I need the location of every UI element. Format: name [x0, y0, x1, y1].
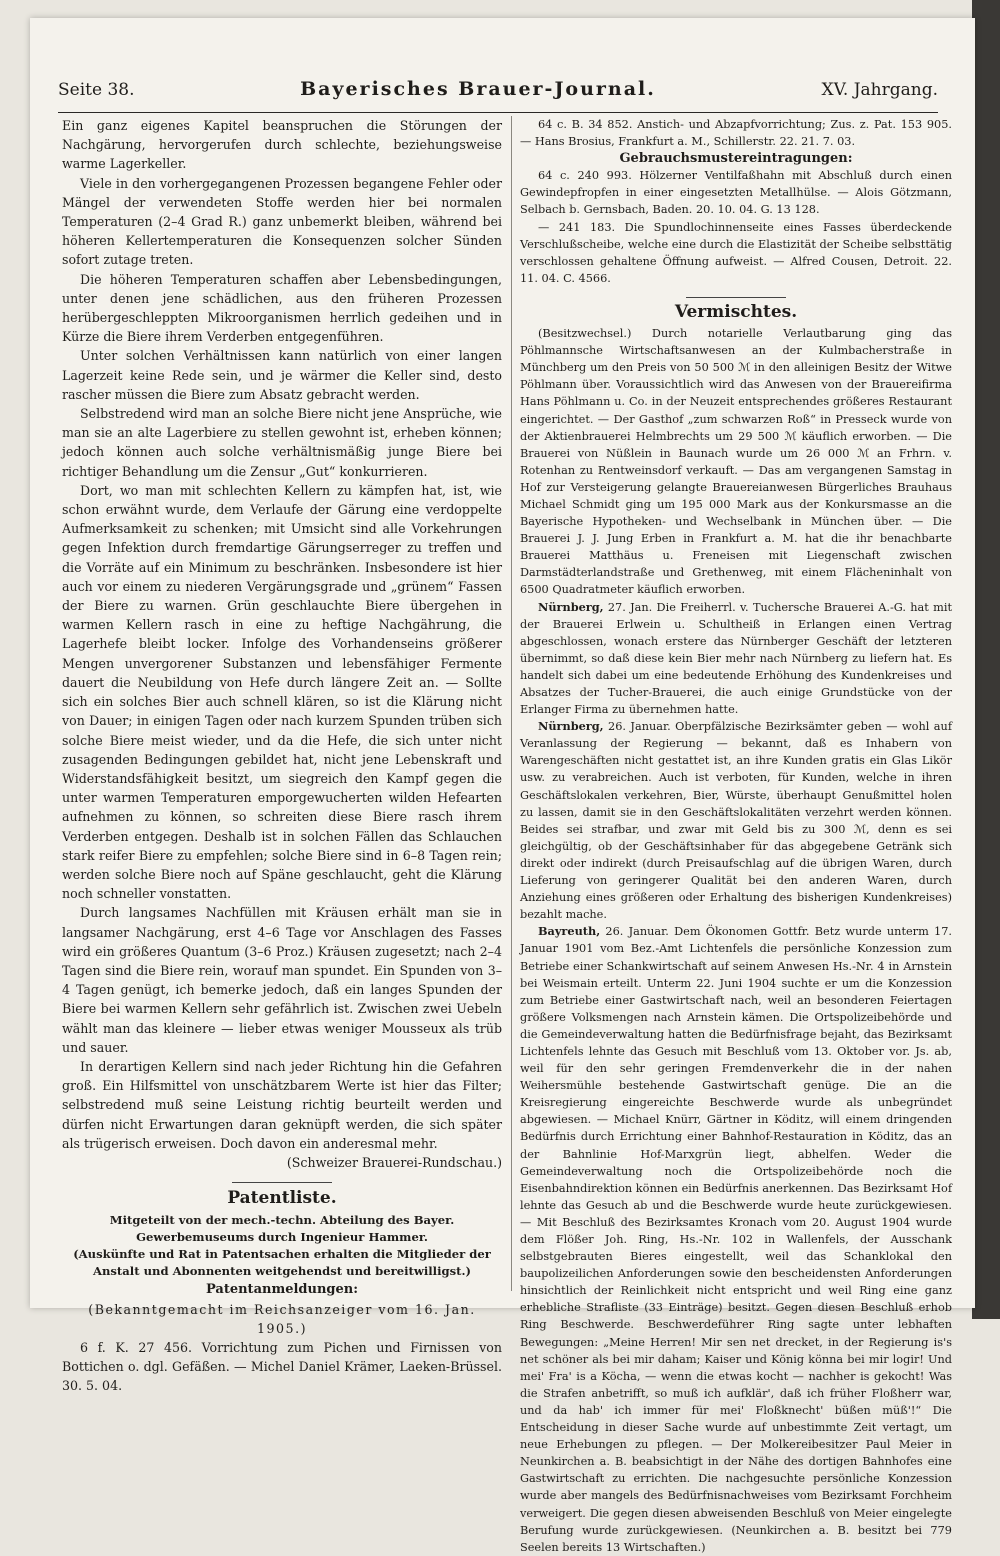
patent-note: (Auskünfte und Rat in Patentsachen erhalten die Mitglieder der Anstalt und Abonnenten weitgehendst und bereitwilligst.)	[73, 1247, 491, 1279]
column-divider	[511, 116, 512, 1291]
left-column	[62, 116, 502, 1396]
paragraph: Durch langsames Nachfüllen mit Kräusen erhält man sie in langsamer Nachgärung, erst 4–6 Tage vor Anschlagen des Fasses wird ein größeres Quantum (3–6 Proz.) Kräusen zugesetzt; nach 2–4 Tagen sind die Biere rein, worauf man spundet. Ein Spunden von 3–4 Tagen genügt, ich bemerke jedoch, daß ein langes Spunden der Biere bei warmen Kellern sehr gefährlich ist. Zwischen zwei Uebeln wählt man das kleinere — lieber etwas weniger Mousseux als trüb und sauer.	[62, 905, 502, 1055]
section-rule	[686, 297, 786, 298]
scan-edge	[972, 0, 1000, 1319]
news-text: 27. Jan. Die Freiherrl. v. Tuchersche Brauerei A.-G. hat mit der Brauerei Erlwein u. Schultheiß in Erlangen einen Vertrag abgeschlossen, wonach erstere das Nürnberger Geschäft der letzteren übernimmt, so daß diese kein Bier mehr nach Nürnberg zu liefern hat. Es handelt sich dabei um eine bedeutende Erhöhung des Kundenkreises und Absatzes der Tucher-Brauerei, die auch einige Grundstücke von der Erlanger Firma zu übernehmen hatte.	[520, 600, 952, 717]
dateline: Bayreuth,	[538, 924, 601, 939]
news-item	[520, 599, 952, 719]
miscellaneous-title: Vermischtes.	[674, 301, 798, 322]
announcement-note: (Bekanntgemacht im Reichsanzeiger vom 16. Jan. 1905.)	[88, 1301, 476, 1336]
patent-entry: 64 c. 240 993. Hölzerner Ventilfaßhahn mit Abschluß durch einen Gewindepfropfen in einer eingesetzten Metallhülse. — Alois Götzmann, Selbach b. Gernsbach, Baden. 20. 10. 04. G. 13 128.	[520, 169, 952, 217]
volume-label: XV. Jahrgang.	[821, 80, 938, 100]
paragraph: Die höheren Temperaturen schaffen aber Lebensbedingungen, unter denen jene schädlichen, aus den früheren Prozessen herübergeschleppten Mikroorganismen herrlich gedeihen und in Kürze die Biere ihrem Verderben entgegenführen.	[62, 271, 502, 345]
paragraph: Viele in den vorhergegangenen Prozessen begangene Fehler oder Mängel der verwendeten Stoffe werden hier bei normalen Temperaturen (2–4 Grad R.) ganz unbemerkt bleiben, während bei höheren Kellertemperaturen die Konsequenzen solcher Sünden sofort zutage treten.	[62, 175, 502, 268]
paragraph: In derartigen Kellern sind nach jeder Richtung hin die Gefahren groß. Ein Hilfsmittel von unschätzbarem Werte ist hier das Filter; selbstredend muß seine Leistung richtig beurteilt werden und dürfen nicht Erwartungen daran geknüpft werden, die sich später als trügerisch erweisen. Doch davon ein anderesmal mehr.	[62, 1058, 502, 1151]
utility-models-heading: Gebrauchsmustereintragungen:	[619, 151, 853, 167]
news-item	[520, 923, 952, 1555]
patent-entry: 64 c. B. 34 852. Anstich- und Abzapfvorrichtung; Zus. z. Pat. 153 905. — Hans Brosius, Frankfurt a. M., Schillerstr. 22. 21. 7. 03.	[520, 118, 952, 149]
news-text: 26. Januar. Oberpfälzische Bezirksämter geben — wohl auf Veranlassung der Regierung — bekannt, daß es Inhabern von Warengeschäften nicht gestattet ist, an ihre Kunden gratis ein Glas Likör usw. zu verabreichen. Auch ist verboten, für Kunden, welche in ihren Geschäftslokalen verkehren, Bier, Würste, überhaupt Genußmittel holen zu lassen, damit sie in den Geschäftslokalitäten verzehrt werden können. Beides sei strafbar, und zwar mit Geld bis zu 300 ℳ, denn es sei gleichgültig, ob der Geschäftsinhaber für das abgegebene Getränk sich direkt oder indirekt (durch Preisaufschlag auf die übrigen Waren, durch Lieferung von geringerer Qualität bei den anderen Waren, durch Anziehung eines größeren oder Erhaltung des bisherigen Kundenkreises) bezahlt mache.	[520, 720, 952, 922]
dateline: Nürnberg,	[538, 599, 604, 614]
journal-title: Bayerisches Brauer-Journal.	[300, 78, 656, 100]
patent-list-title: Patentliste.	[227, 1188, 337, 1209]
dateline: Nürnberg,	[538, 719, 604, 734]
section-rule	[232, 1182, 332, 1183]
patent-applications-heading: Patentanmeldungen:	[205, 1282, 359, 1298]
paragraph: Ein ganz eigenes Kapitel beanspruchen die Störungen der Nachgärung, hervorgerufen durch schlechte, beziehungsweise warme Lagerkeller.	[62, 118, 502, 172]
page-number: Seite 38.	[58, 80, 135, 100]
page-header	[58, 78, 938, 113]
news-item	[520, 718, 952, 923]
source-citation: (Schweizer Brauerei-Rundschau.)	[286, 1154, 502, 1170]
paragraph: Dort, wo man mit schlechten Kellern zu kämpfen hat, ist, wie schon erwähnt wurde, dem Verlaufe der Gärung eine verdoppelte Aufmerksamkeit zu schenken; mit Umsicht sind alle Vorkehrungen gegen Infektion durch fremdartige Gärungserreger zu treffen und die Vorräte auf ein Minimum zu beschränken. Insbesondere ist hier auch vor einem zu niederen Vergärungsgrade und „grünem“ Fassen der Biere zu warnen. Grün geschlauchte Biere übergehen in warmen Kellern rasch in eine zu heftige Nachgährung, die Lagerhefe bleibt locker. Infolge des Vorhandenseins größerer Mengen unvergorener Substanzen und lebensfähiger Fermente dauert die Neubildung von Hefe durch längere Zeit an. — Sollte sich ein solches Bier auch schnell klären, so ist die Klärung nicht von Dauer; in einigen Tagen oder nach kurzem Spunden trüben sich solche Biere meist wieder, und da die Hefe, die sich unter nicht zusagenden Bedingungen gebildet hat, nicht jene Lebenskraft und Widerstandsfähigkeit besitzt, um siegreich den Kampf gegen die unter warmen Temperaturen emporgewucherten wilden Hefearten aufnehmen zu können, so schreiten diese Biere rasch ihrem Verderben entgegen. Deshalb ist in solchen Fällen das Schlauchen stark reifer Biere zu empfehlen; solche Biere sind in 6–8 Tagen rein; werden solche Biere noch auf Späne geschlaucht, geht die Klärung noch schneller vonstatten.	[62, 482, 502, 902]
news-text: 26. Januar. Dem Ökonomen Gottfr. Betz wurde unterm 17. Januar 1901 vom Bez.-Amt Lichtenfels die persönliche Konzession zum Betriebe einer Schankwirtschaft auf seinem Anwesen Hs.-Nr. 4 in Arnstein bei Weismain erteilt. Unterm 22. Juni 1904 suchte er um die Konzession zum Betriebe einer Gastwirtschaft nach, weil an besonderen Feiertagen größere Volksmengen nach Arnstein kämen. Die Ortspolizeibehörde und die Gemeindeverwaltung hatten die Bedürfnisfrage bejaht, das Bezirksamt Lichtenfels lehnte das Gesuch mit Beschluß vom 13. Oktober vor. Js. ab, weil für den sehr geringen Fremdenverkehr die in der nahen Weihersmühle bestehende Gastwirtschaft genüge. Die an die Kreisregierung eingereichte Beschwerde wurde als unbegründet abgewiesen. — Michael Knürr, Gärtner in Köditz, will einem dringenden Bedürfnis durch Errichtung einer Bahnhof-Restauration in Köditz, das an der Bahnlinie Hof-Marxgrün liegt, abhelfen. Weder die Gemeindeverwaltung noch die Ortspolizeibehörde noch die Eisenbahndirektion können ein Bedürfnis anerkennen. Das Bezirksamt Hof lehnte das Gesuch ab und die Beschwerde wurde heute zurückgewiesen. — Mit Beschluß des Bezirksamtes Kronach vom 20. August 1904 wurde dem Flößer Joh. Ring, Hs.-Nr. 102 in Wallenfels, der Ausschank selbstgebrauten Bieres eingestellt, weil das Schanklokal den baupolizeilichen Anforderungen sowie den bescheidensten Anforderungen hinsichtlich der Reinlichkeit nicht entspricht und weil Ring eine ganz erhebliche Strafliste (33 Einträge) besitzt. Gegen diesen Beschluß erhob Ring Beschwerde. Beschwerdeführer Ring sagte unter lebhaften Bewegungen: „Meine Herren! Mir sen net drecket, in der Regierung is's net schöner als bei mir daham; Kaiser und König könna bei mir logir! Und mei' Fra' is a Köcha, — wenn die etwas kocht — nachher is gekocht! Was die Strafen anbetrifft, so muß ich aufklär', daß ich früher Floßherr war, und da hab' ich immer für mei' Floßknecht' büßen müß'!“ Die Entscheidung in dieser Sache wurde auf unbestimmte Zeit vertagt, um neue Erhebungen zu pflegen. — Der Molkereibesitzer Paul Meier in Neunkirchen a. B. beabsichtigt in der Nähe des dortigen Bahnhofes eine Gastwirtschaft zu errichten. Die nachgesuchte persönliche Konzession wurde aber mangels des Bedürfnisnachweises vom Bezirksamt Forchheim verweigert. Die gegen diesen abweisenden Beschluß von Meier eingelegte Berufung wurde zurückgewiesen. (Neunkirchen a. B. besitzt bei 779 Seelen bereits 13 Wirtschaften.)	[520, 925, 952, 1554]
right-column	[520, 116, 952, 1556]
paragraph: Selbstredend wird man an solche Biere nicht jene Ansprüche, wie man sie an alte Lagerbiere zu stellen gewohnt ist, erheben können; jedoch können auch solche verhältnismäßig junge Biere bei richtiger Behandlung um die Zensur „Gut“ konkurrieren.	[62, 406, 502, 479]
patent-entry: 6 f. K. 27 456. Vorrichtung zum Pichen und Firnissen von Bottichen o. dgl. Gefäßen. — Michel Daniel Krämer, Laeken-Brüssel. 30. 5. 04.	[62, 1339, 502, 1394]
paragraph: Unter solchen Verhältnissen kann natürlich von einer langen Lagerzeit keine Rede sein, und je wärmer die Keller sind, desto rascher müssen die Biere zum Absatz gebracht werden.	[62, 348, 502, 402]
patent-subtitle: Mitgeteilt von der mech.-techn. Abteilung des Bayer. Gewerbemuseums durch Ingenieur Hammer.	[109, 1213, 455, 1245]
patent-entry: — 241 183. Die Spundlochinnenseite eines Fasses überdeckende Verschlußscheibe, welche eine durch die Elastizität der Scheibe selbsttätig verschlossen gehaltene Öffnung aufweist. — Alfred Cousen, Detroit. 22. 11. 04. C. 4566.	[520, 220, 952, 285]
news-item: (Besitzwechsel.) Durch notarielle Verlautbarung ging das Pöhlmannsche Wirtschaftsanwesen an der Kulmbacherstraße in Münchberg um den Preis von 50 500 ℳ in den alleinigen Besitz der Witwe Pöhlmann über. Voraussichtlich wird das Anwesen von der Brauereifirma Hans Pöhlmann u. Co. in der Neuzeit entsprechendes größeres Restaurant eingerichtet. — Der Gasthof „zum schwarzen Roß“ in Presseck wurde von der Aktienbrauerei Helmbrechts um 29 500 ℳ käuflich erworben. — Die Brauerei von Nüßlein in Baunach wurde um 26 000 ℳ an Frhrn. v. Rotenhan zu Rentweinsdorf verkauft. — Das am vergangenen Samstag in Hof zur Versteigerung gelangte Brauereianwesen Bürgerliches Brauhaus Michael Schmidt ging um 195 000 Mark aus der Konkursmasse an die Bayerische Hypotheken- und Wechselbank in München über. — Die Brauerei J. J. Jung Erben in Frankfurt a. M. hat die ihr benachbarte Brauerei Matthäus u. Freneisen mit Liegenschaft zwischen Darmstädterlandstraße und Grethenweg, mit einem Flächeninhalt von 6500 Quadratmeter käuflich erworben.	[520, 327, 952, 597]
